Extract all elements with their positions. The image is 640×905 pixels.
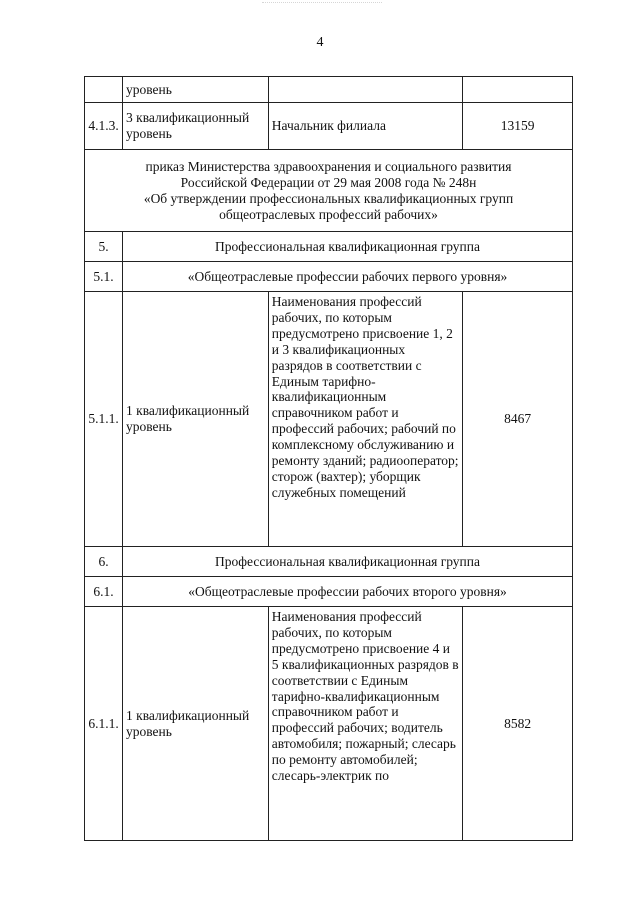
group-title: Профессиональная квалификационная группа [123,547,573,577]
salary-table [84,76,573,841]
group-subtitle: «Общеотраслевые профессии рабочих второго уровня» [123,577,573,607]
cell-number: 5.1.1. [85,292,123,547]
page-number: 4 [316,35,324,50]
cell-number: 4.1.3. [85,103,123,150]
cell-position: Наименования профессий рабочих, по которым предусмотрено присвоение 4 и 5 квалификационных разрядов в соответствии с Единым тарифно-квалификационным справочником работ и профессий рабочих; водитель автомобиля; пожарный; слесарь по ремонту автомобилей; слесарь-электрик по [268,607,462,841]
cell-salary: 8582 [463,607,573,841]
cell-number: 6.1.1. [85,607,123,841]
table-row [85,607,573,841]
cell-level: 1 квалификационный уровень [123,292,269,547]
cell-position: Начальник филиала [268,103,462,150]
table-row [85,292,573,547]
group-title: Профессиональная квалификационная группа [123,232,573,262]
cell-position: Наименования профессий рабочих, по которым предусмотрено присвоение 1, 2 и 3 квалификационных разрядов в соответствии с Единым тарифно-квалификационным справочником работ и профессий рабочих; рабочий по комплексному обслуживанию и ремонту зданий; радиооператор; сторож (вахтер); уборщик служебных помещений [268,292,462,547]
cell-level: уровень [123,77,269,103]
table-row [85,577,573,607]
cell-number: 6.1. [85,577,123,607]
cell-salary [463,77,573,103]
cell-salary: 13159 [463,103,573,150]
scan-artifact [262,2,382,8]
table-row [85,77,573,103]
order-reference [85,150,573,232]
cell-number: 5.1. [85,262,123,292]
order-line: «Об утверждении профессиональных квалификационных групп [143,190,514,206]
cell-level: 1 квалификационный уровень [123,607,269,841]
cell-salary: 8467 [463,292,573,547]
cell-position [268,77,462,103]
cell-level: 3 квалификационный уровень [123,103,269,150]
table-row [85,150,573,232]
cell-number [85,77,123,103]
table-row [85,262,573,292]
order-line: общеотраслевых профессий рабочих» [219,206,438,222]
order-line: приказ Министерства здравоохранения и социального развития [145,158,512,174]
group-subtitle: «Общеотраслевые профессии рабочих первого уровня» [123,262,573,292]
order-line: Российской Федерации от 29 мая 2008 года № 248н [180,174,477,190]
table-row [85,547,573,577]
table-row [85,232,573,262]
table-row [85,103,573,150]
cell-number: 6. [85,547,123,577]
cell-number: 5. [85,232,123,262]
